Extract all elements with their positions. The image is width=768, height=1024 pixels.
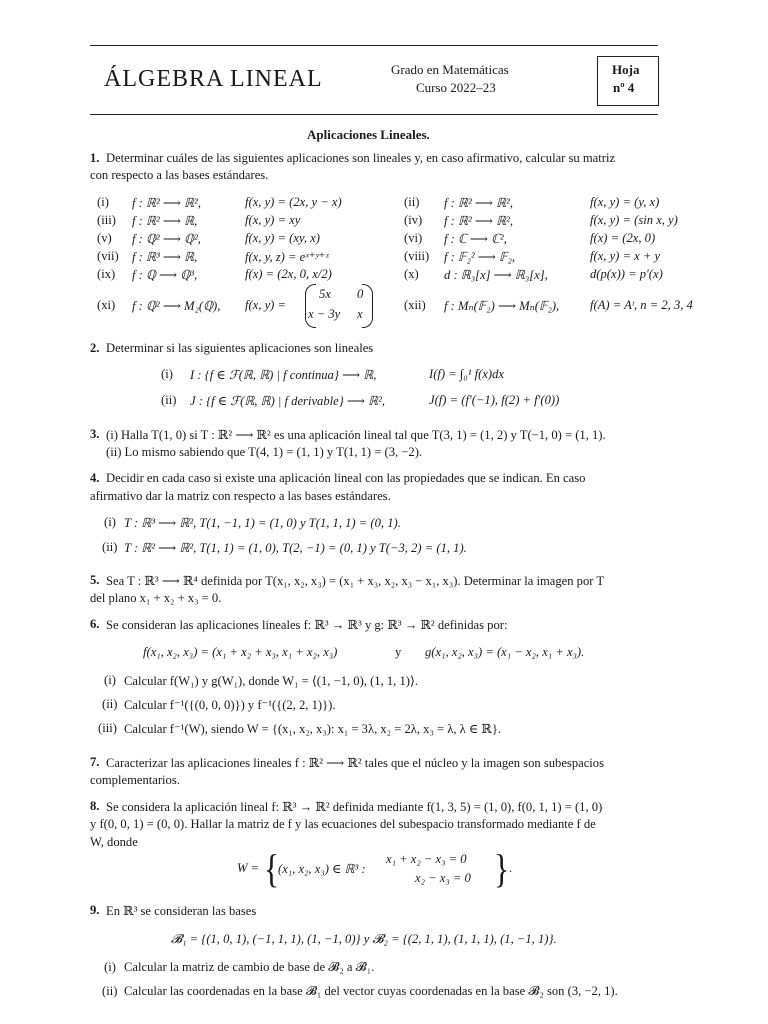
ex5-number: 5.	[90, 573, 100, 587]
ex1-item-def: f(x, y) = (y, x)	[590, 195, 660, 209]
ex1-text-2: con respecto a las bases estándares.	[90, 168, 269, 182]
ex1-item-label: (v)	[97, 231, 112, 245]
sheet-label: Hoja	[612, 62, 640, 77]
ex1-item-label: (iv)	[404, 213, 423, 227]
ex6-i-label: (i)	[104, 673, 116, 687]
ex1-item-map: f : ℚ² ⟶ M₂(ℚ),	[132, 299, 221, 313]
ex9-bases: 𝓑₁ = {(1, 0, 1), (−1, 1, 1), (1, −1, 0)} y 𝓑₂ = {(2, 1, 1), (1, 1, 1), (1, −1, 1)}.	[171, 932, 557, 946]
ex8-eq-1: x₁ + x₂ − x₃ = 0	[386, 852, 467, 866]
matrix-c: x − 3y	[308, 307, 341, 321]
ex4-number: 4.	[90, 471, 100, 485]
ex6-ii-label: (ii)	[102, 697, 118, 711]
ex6-ii-text: Calcular f⁻¹({(0, 0, 0)}) y f⁻¹({(2, 2, 1)}).	[124, 698, 336, 712]
course-title: ÁLGEBRA LINEAL	[104, 66, 323, 92]
ex1-item-def: f(x, y) = (sin x, y)	[590, 213, 678, 227]
ex1-item-map: d : ℝ₃[x] ⟶ ℝ₃[x],	[444, 268, 548, 282]
ex4-i-label: (i)	[104, 515, 116, 529]
ex9-ii-text: Calcular las coordenadas en la base 𝓑₁ del vector cuyas coordenadas en la base 𝓑₂ son (3, −2, 1).	[124, 984, 618, 998]
ex1-item-map: f : ℝ² ⟶ ℝ²,	[444, 196, 513, 210]
year-label: Curso 2022–23	[416, 80, 496, 95]
ex1-item-label: (iii)	[97, 213, 116, 227]
ex1-item-label: (xii)	[404, 298, 426, 312]
ex9-text: En ℝ³ se consideran las bases	[106, 904, 257, 918]
ex1-item-def: f(A) = Aᵗ, n = 2, 3, 4	[590, 298, 693, 312]
ex1-item-map: f : ℚ² ⟶ ℚ²,	[132, 232, 201, 246]
ex8-dot: .	[509, 861, 513, 875]
ex6-iii-label: (iii)	[98, 721, 117, 735]
ex1-item-def: f(x, y, z) = eˣ⁺ʸ⁺ᶻ	[245, 250, 329, 264]
ex1-item-map: f : ℝ² ⟶ ℝ²,	[444, 214, 513, 228]
ex6-i-text: Calcular f(W₁) y g(W₁), donde W₁ = ⟨(1, −1, 0), (1, 1, 1)⟩.	[124, 674, 419, 688]
ex1-item-label: (vii)	[97, 249, 119, 263]
ex5-text-1: Sea T : ℝ³ ⟶ ℝ⁴ definida por T(x₁, x₂, x₃) = (x₁ + x₃, x₂, x₃ − x₁, x₃). Determinar la imagen por T	[106, 574, 605, 588]
ex1-item-map: f : Mₙ(𝔽₂) ⟶ Mₙ(𝔽₂),	[444, 299, 560, 313]
top-rule	[90, 45, 658, 46]
page-title: Aplicaciones Lineales.	[307, 127, 430, 142]
ex8-right-brace: }	[493, 846, 510, 891]
ex1-item-map: f : ℝ² ⟶ ℝ²,	[132, 196, 201, 210]
ex1-item-def: f(x, y) = xy	[245, 213, 301, 227]
ex6-number: 6.	[90, 617, 100, 631]
ex8-w-lhs: W =	[237, 861, 260, 875]
ex4-ii-text: T : ℝ² ⟶ ℝ², T(1, 1) = (1, 0), T(2, −1) = (0, 1) y T(−3, 2) = (1, 1).	[124, 541, 467, 555]
ex1-item-label: (i)	[97, 195, 109, 209]
matrix-b: 0	[357, 287, 364, 301]
ex2-number: 2.	[90, 341, 100, 355]
ex7-text-1: Caracterizar las aplicaciones lineales f : ℝ² ⟶ ℝ² tales que el núcleo y la imagen son subespacios	[106, 756, 604, 770]
ex7-text-2: complementarios.	[90, 773, 180, 787]
ex6-text: Se consideran las aplicaciones lineales f: ℝ³ → ℝ³ y g: ℝ³ → ℝ² definidas por:	[106, 618, 508, 632]
ex1-item-def: f(x, y) =	[245, 298, 287, 312]
ex3-line-2: (ii) Lo mismo sabiendo que T(4, 1) = (1, 1) y T(1, 1) = (3, −2).	[106, 445, 423, 459]
ex1-item-map: f : ℝ² ⟶ ℝ,	[132, 214, 198, 228]
ex2-i-def: I(f) = ∫₀¹ f(x)dx	[429, 367, 504, 381]
degree-label: Grado en Matemáticas	[391, 62, 509, 77]
ex2-text: Determinar si las siguientes aplicaciones son lineales	[106, 341, 374, 355]
ex1-item-label: (x)	[404, 267, 419, 281]
ex6-g-def: g(x₁, x₂, x₃) = (x₁ − x₂, x₁ + x₃).	[425, 645, 585, 659]
ex6-iii-text: Calcular f⁻¹(W), siendo W = {(x₁, x₂, x₃): x₁ = 3λ, x₂ = 2λ, x₃ = λ, λ ∈ ℝ}.	[124, 722, 502, 736]
ex1-item-def: f(x, y) = (xy, x)	[245, 231, 320, 245]
bottom-rule	[90, 114, 658, 115]
ex9-ii-label: (ii)	[102, 984, 118, 998]
ex1-item-def: f(x) = (2x, 0, x/2)	[245, 267, 332, 281]
ex1-item-def: d(p(x)) = p′(x)	[590, 267, 663, 281]
ex1-item-map: f : ℚ ⟶ ℚ³,	[132, 268, 198, 282]
ex3-line-1: (i) Halla T(1, 0) si T : ℝ² ⟶ ℝ² es una aplicación lineal tal que T(3, 1) = (1, 2) y T(−1, 0) = (1, 1).	[106, 428, 606, 442]
ex3-number: 3.	[90, 427, 100, 441]
ex9-i-label: (i)	[104, 960, 116, 974]
ex8-number: 8.	[90, 799, 100, 813]
ex1-item-map: f : 𝔽₂² ⟶ 𝔽₂,	[444, 250, 515, 264]
matrix-right-paren	[362, 284, 373, 328]
ex4-text-2: afirmativo dar la matriz con respecto a las bases estándares.	[90, 489, 391, 503]
ex5-text-2: del plano x₁ + x₂ + x₃ = 0.	[90, 591, 222, 605]
ex1-number: 1.	[90, 151, 100, 165]
ex1-item-def: f(x, y) = x + y	[590, 249, 661, 263]
ex8-w-set: (x₁, x₂, x₃) ∈ ℝ³ :	[278, 862, 366, 876]
ex4-ii-label: (ii)	[102, 540, 118, 554]
ex1-item-label: (vi)	[404, 231, 423, 245]
ex9-i-text: Calcular la matriz de cambio de base de 𝓑₂ a 𝓑₁.	[124, 960, 375, 974]
ex2-i-map: I : {f ∈ ℱ(ℝ, ℝ) | f continua} ⟶ ℝ,	[190, 368, 377, 382]
ex2-i-label: (i)	[161, 367, 173, 381]
ex1-item-label: (ix)	[97, 267, 116, 281]
ex7-number: 7.	[90, 755, 100, 769]
ex1-item-label: (xi)	[97, 298, 116, 312]
ex8-text-2: y f(0, 0, 1) = (0, 0). Hallar la matriz de f y las ecuaciones del subespacio transformado mediante f de	[90, 817, 596, 831]
ex8-text-1: Se considera la aplicación lineal f: ℝ³ → ℝ² definida mediante f(1, 3, 5) = (1, 0), f(0, 1, 1) = (1, 0)	[106, 800, 603, 814]
matrix-a: 5x	[319, 287, 331, 301]
ex1-item-label: (viii)	[404, 249, 430, 263]
ex6-f-def: f(x₁, x₂, x₃) = (x₁ + x₂ + x₃, x₁ + x₂, x₃)	[143, 645, 338, 659]
ex2-ii-def: J(f) = (f′(−1), f(2) + f′(0))	[429, 393, 560, 407]
ex1-text-1: Determinar cuáles de las siguientes aplicaciones son lineales y, en caso afirmativo, calcular su matriz	[106, 151, 616, 165]
ex4-i-text: T : ℝ³ ⟶ ℝ², T(1, −1, 1) = (1, 0) y T(1, 1, 1) = (0, 1).	[124, 516, 401, 530]
ex8-eq-2: x₂ − x₃ = 0	[415, 871, 471, 885]
ex9-number: 9.	[90, 903, 100, 917]
ex1-item-map: f : ℝ³ ⟶ ℝ,	[132, 250, 198, 264]
ex1-item-def: f(x) = (2x, 0)	[590, 231, 656, 245]
sheet-number: nº 4	[613, 80, 635, 95]
matrix-d: x	[357, 307, 363, 321]
ex1-item-map: f : ℂ ⟶ ℂ²,	[444, 232, 507, 246]
ex1-item-def: f(x, y) = (2x, y − x)	[245, 195, 342, 209]
ex4-text-1: Decidir en cada caso si existe una aplicación lineal con las propiedades que se indican. En caso	[106, 471, 586, 485]
ex2-ii-map: J : {f ∈ ℱ(ℝ, ℝ) | f derivable} ⟶ ℝ²,	[190, 394, 386, 408]
ex2-ii-label: (ii)	[161, 393, 177, 407]
ex8-left-brace: {	[263, 846, 280, 891]
ex1-item-label: (ii)	[404, 195, 420, 209]
ex6-y: y	[395, 645, 402, 659]
ex8-text-3: W, donde	[90, 835, 138, 849]
